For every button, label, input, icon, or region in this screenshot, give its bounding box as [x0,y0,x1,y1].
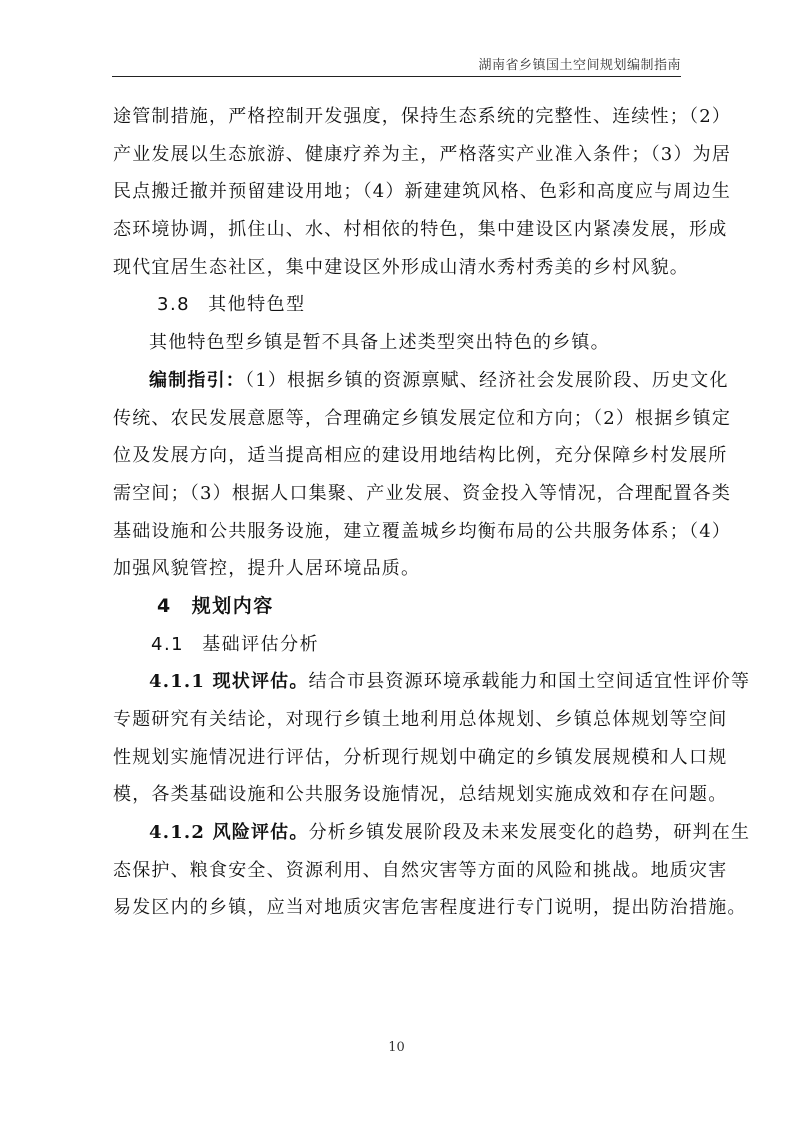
chapter-title: 规划内容 [191,594,274,617]
guide-label: 编制指引： [149,369,245,391]
subsection-4-1-1-start [113,663,751,701]
subsection-label: 4.1.1 现状评估。 [149,671,309,693]
subsection-label: 4.1.2 风险评估。 [149,822,309,844]
body-line: 性规划实施情况进行评估，分析现行规划中确定的乡镇发展规模和人口规 [113,746,728,768]
body-line: 基础设施和公共服务设施，建立覆盖城乡均衡布局的公共服务体系；（4） [113,520,732,542]
body-line: 易发区内的乡镇，应当对地质灾害危害程度进行专门说明，提出防治措施。 [113,897,747,919]
page-header [112,52,681,77]
guide-paragraph-start [113,362,729,400]
section-heading-3-8 [113,286,683,324]
section-number: 4.1 [151,633,185,655]
body-line: 专题研究有关结论，对现行乡镇土地利用总体规划、乡镇总体规划等空间 [113,709,728,730]
body-line: 途管制措施，严格控制开发强度，保持生态系统的完整性、连续性；（2） [113,106,732,127]
body-line: 态保护、粮食安全、资源利用、自然灾害等方面的风险和挑战。地质灾害 [113,859,728,881]
body-text: （1）根据乡镇的资源禀赋、经济社会发展阶段、历史文化 [245,369,729,391]
document-body [113,98,751,927]
body-text: 分析乡镇发展阶段及未来发展变化的趋势，研判在生 [308,822,751,844]
body-line: 现代宜居生态社区，集中建设区外形成山清水秀村秀美的乡村风貌。 [113,256,689,278]
section-title: 其他特色型 [208,294,306,316]
body-line: 产业发展以生态旅游、健康疗养为主，严格落实产业准入条件；（3）为居 [113,143,732,165]
body-text: 结合市县资源环境承载能力和国土空间适宜性评价等 [308,671,751,693]
body-line: 传统、农民发展意愿等，合理确定乡镇发展定位和方向；（2）根据乡镇定 [113,407,732,429]
chapter-number: 4 [157,594,172,617]
section-heading-4-1 [113,626,683,664]
body-line: 其他特色型乡镇是暂不具备上述类型突出特色的乡镇。 [149,332,610,354]
body-line: 加强风貌管控，提升人居环境品质。 [113,558,421,580]
section-number: 3.8 [157,294,191,316]
body-line: 模，各类基础设施和公共服务设施情况，总结规划实施成效和存在问题。 [113,784,728,806]
section-title: 基础评估分析 [202,633,320,655]
subsection-4-1-2-start [113,814,751,852]
body-line: 态环境协调，抓住山、水、村相依的特色，集中建设区内紧凑发展，形成 [113,219,728,241]
page-number: 10 [388,1040,405,1055]
body-line: 位及发展方向，适当提高相应的建设用地结构比例，充分保障乡村发展所 [113,445,728,467]
header-title: 湖南省乡镇国土空间规划编制指南 [478,58,681,73]
body-line: 民点搬迁撤并预留建设用地；（4）新建建筑风格、色彩和高度应与周边生 [113,181,732,203]
chapter-heading-4 [113,588,683,626]
body-line: 需空间；（3）根据人口集聚、产业发展、资金投入等情况，合理配置各类 [113,482,732,504]
